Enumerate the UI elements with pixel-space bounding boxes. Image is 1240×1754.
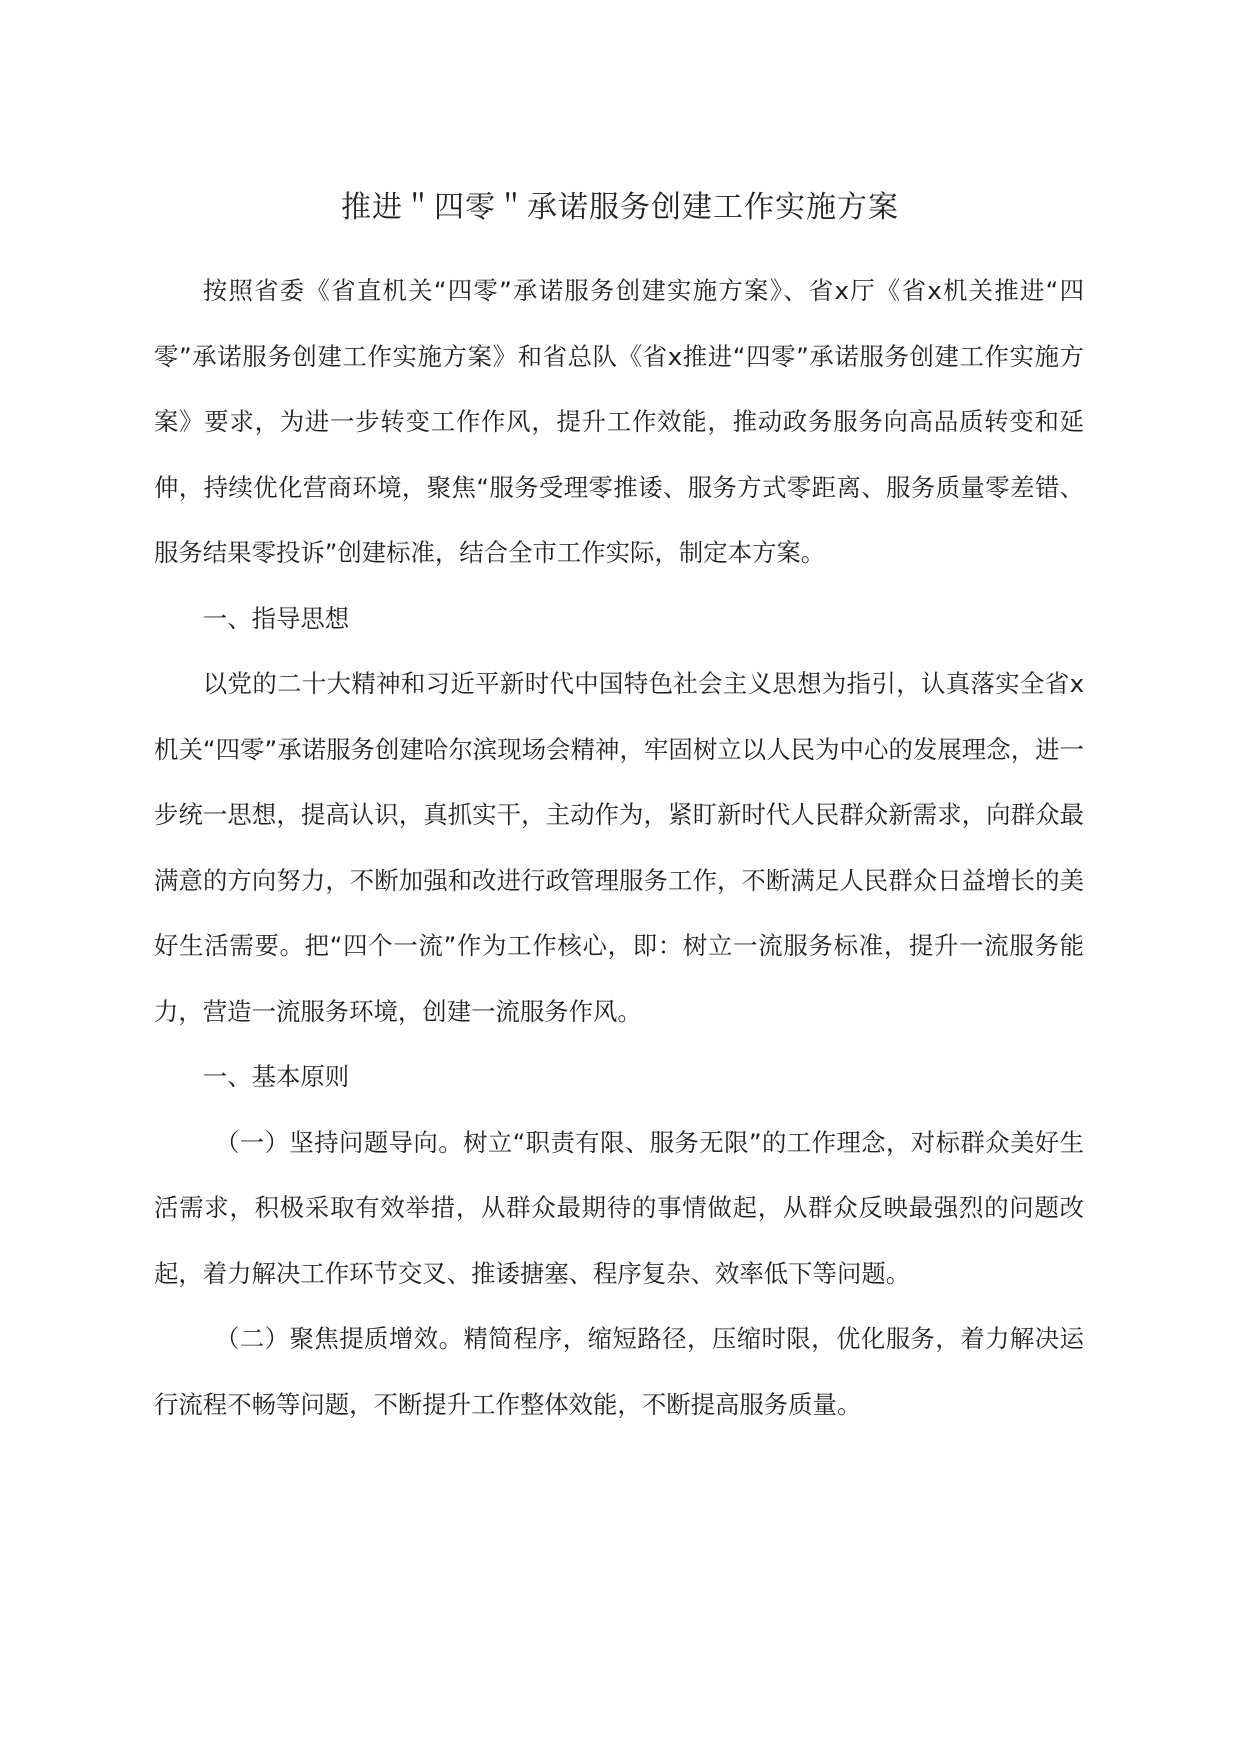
guiding-ideology-paragraph: 以党的二十大精神和习近平新时代中国特色社会主义思想为指引，认真落实全省x机关“四零”承诺服务创建哈尔滨现场会精神，牢固树立以人民为中心的发展理念，进一步统一思想，提高认识，真抓实干，主动作为，紧盯新时代人民群众新需求，向群众最满意的方向努力，不断加强和改进行政管理服务工作，不断满足人民群众日益增长的美好生活需要。把“四个一流”作为工作核心，即：树立一流服务标准，提升一流服务能力，营造一流服务环境，创建一流服务作风。 [154, 669, 1084, 1026]
section-heading-guiding-ideology: 一、指导思想 [202, 603, 350, 633]
document-title: 推进＂四零＂承诺服务创建工作实施方案 [341, 190, 899, 225]
section-heading-basic-principles: 一、基本原则 [202, 1062, 350, 1091]
principle-paragraph-2: （二）聚焦提质增效。精简程序，缩短路径，压缩时限，优化服务，着力解决运行流程不畅等问题，不断提升工作整体效能，不断提高服务质量。 [154, 1324, 1084, 1419]
intro-paragraph: 按照省委《省直机关“四零”承诺服务创建实施方案》、省x厅《省x机关推进“四零”承诺服务创建工作实施方案》和省总队《省x推进“四零”承诺服务创建工作实施方案》要求，为进一步转变工作作风，提升工作效能，推动政务服务向高品质转变和延伸，持续优化营商环境，聚焦“服务受理零推诿、服务方式零距离、服务质量零差错、服务结果零投诉”创建标准，结合全市工作实际，制定本方案。 [154, 276, 1084, 567]
principle-paragraph-1: （一）坚持问题导向。树立“职责有限、服务无限”的工作理念，对标群众美好生活需求，积极采取有效举措，从群众最期待的事情做起，从群众反映最强烈的问题改起，着力解决工作环节交叉、推诿搪塞、程序复杂、效率低下等问题。 [154, 1127, 1084, 1288]
document-body [154, 258, 1084, 1437]
